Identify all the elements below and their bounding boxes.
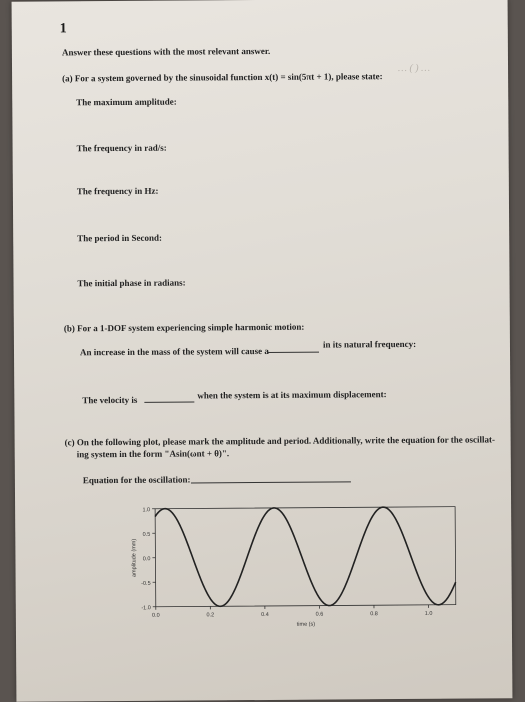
chart-svg xyxy=(115,493,476,646)
y-axis-label: amplitude (mm) xyxy=(131,539,137,577)
answer-blank-2 xyxy=(144,401,194,402)
item-period: The period in Second: xyxy=(77,233,162,244)
item-initial-phase: The initial phase in radians: xyxy=(77,278,185,289)
sine-curve xyxy=(155,507,456,607)
y-tick-label: 0.0 xyxy=(143,556,151,562)
y-tick-label: -1.0 xyxy=(141,605,151,611)
part-c-prompt-line2: ing system in the form "Asin(ωnt + θ)". xyxy=(77,448,229,459)
y-tick-label: -0.5 xyxy=(141,581,151,587)
equation-blank xyxy=(191,481,351,483)
y-tick-label: 1.0 xyxy=(142,507,150,513)
intro-text: Answer these questions with the most relevant answer. xyxy=(62,46,270,57)
answer-blank-1 xyxy=(267,352,319,353)
oscillation-chart xyxy=(115,493,476,646)
item-max-amplitude: The maximum amplitude: xyxy=(76,97,177,108)
x-tick-label: 0.0 xyxy=(152,613,160,619)
part-a-prompt: (a) For a system governed by the sinusoidal function x(t) = sin(5πt + 1), please state: xyxy=(62,71,383,83)
item-frequency-hz: The frequency in Hz: xyxy=(77,186,159,197)
x-axis-label: time (s) xyxy=(297,622,316,628)
worksheet-page xyxy=(12,0,513,702)
x-tick-label: 0.8 xyxy=(370,611,378,617)
page-number: 1 xyxy=(60,21,67,37)
part-b-q1-after: in its natural frequency: xyxy=(323,339,416,350)
item-frequency-rads: The frequency in rad/s: xyxy=(77,143,167,154)
x-tick-label: 0.6 xyxy=(316,612,324,618)
x-tick-label: 0.2 xyxy=(207,612,215,618)
part-b-q1-before: An increase in the mass of the system will cause a xyxy=(80,346,269,357)
x-tick-label: 0.4 xyxy=(261,612,269,618)
x-tick-label: 1.0 xyxy=(425,611,433,617)
part-b-q2-before: The velocity is xyxy=(82,395,137,405)
part-c-prompt-line1: (c) On the following plot, please mark the amplitude and period. Additionally, write the equation for the oscillat- xyxy=(65,434,495,447)
part-b-q2-after: when the system is at its maximum displacement: xyxy=(197,389,386,400)
part-b-prompt: (b) For a 1-DOF system experiencing simple harmonic motion: xyxy=(64,322,305,334)
faint-scribble: … ( ) … xyxy=(398,63,430,74)
y-tick-label: 0.5 xyxy=(143,532,151,538)
equation-label: Equation for the oscillation: xyxy=(83,475,191,486)
